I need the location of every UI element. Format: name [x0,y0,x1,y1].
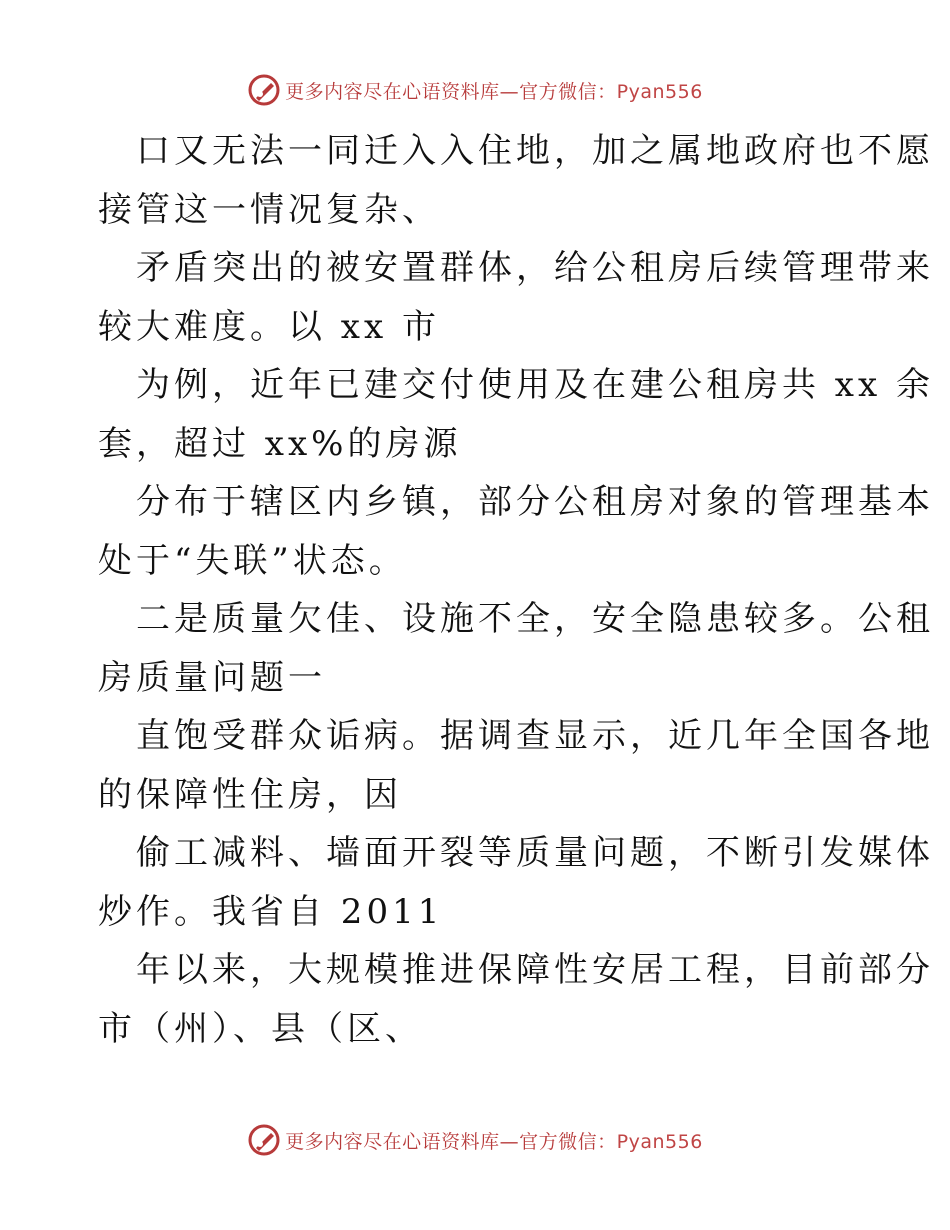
text-line: 分布于辖区内乡镇，部分公租房对象的管理基本 [136,482,934,522]
watermark-text: 更多内容尽在心语资料库—官方微信：Pyan556 [285,1130,703,1153]
footer-watermark [0,1122,950,1158]
text-line: 二是质量欠佳、设施不全，安全隐患较多。公租 [136,599,934,639]
watermark-wechat-id: Pyan556 [616,80,703,103]
text-line: 炒作。我省自 2011 [98,891,444,932]
pen-logo-icon [247,73,281,107]
document-body [98,122,934,1058]
text-line: 矛盾突出的被安置群体，给公租房后续管理带来 [136,248,934,288]
text-line: 套，超过 xx%的房源 [98,423,462,464]
text-line: 直饱受群众诟病。据调查显示，近几年全国各地 [136,716,934,756]
text-line: 接管这一情况复杂、 [98,189,440,230]
text-line: 年以来，大规模推进保障性安居工程，目前部分 [136,950,934,990]
watermark-wechat-id: Pyan556 [616,1130,703,1153]
text-line: 较大难度。以 xx 市 [98,306,440,347]
text-line: 的保障性住房，因 [98,774,402,815]
text-line: 为例，近年已建交付使用及在建公租房共 xx 余 [136,365,934,405]
text-line: 房质量问题一 [98,657,326,698]
text-line: 处于“失联”状态。 [98,540,407,581]
text-line: 口又无法一同迁入入住地，加之属地政府也不愿 [136,131,934,171]
text-line: 偷工减料、墙面开裂等质量问题，不断引发媒体 [136,833,934,873]
header-watermark [0,72,950,108]
pen-logo-icon [247,1123,281,1157]
watermark-text: 更多内容尽在心语资料库—官方微信：Pyan556 [285,80,703,103]
text-line: 市（州）、县（区、 [98,1008,423,1049]
